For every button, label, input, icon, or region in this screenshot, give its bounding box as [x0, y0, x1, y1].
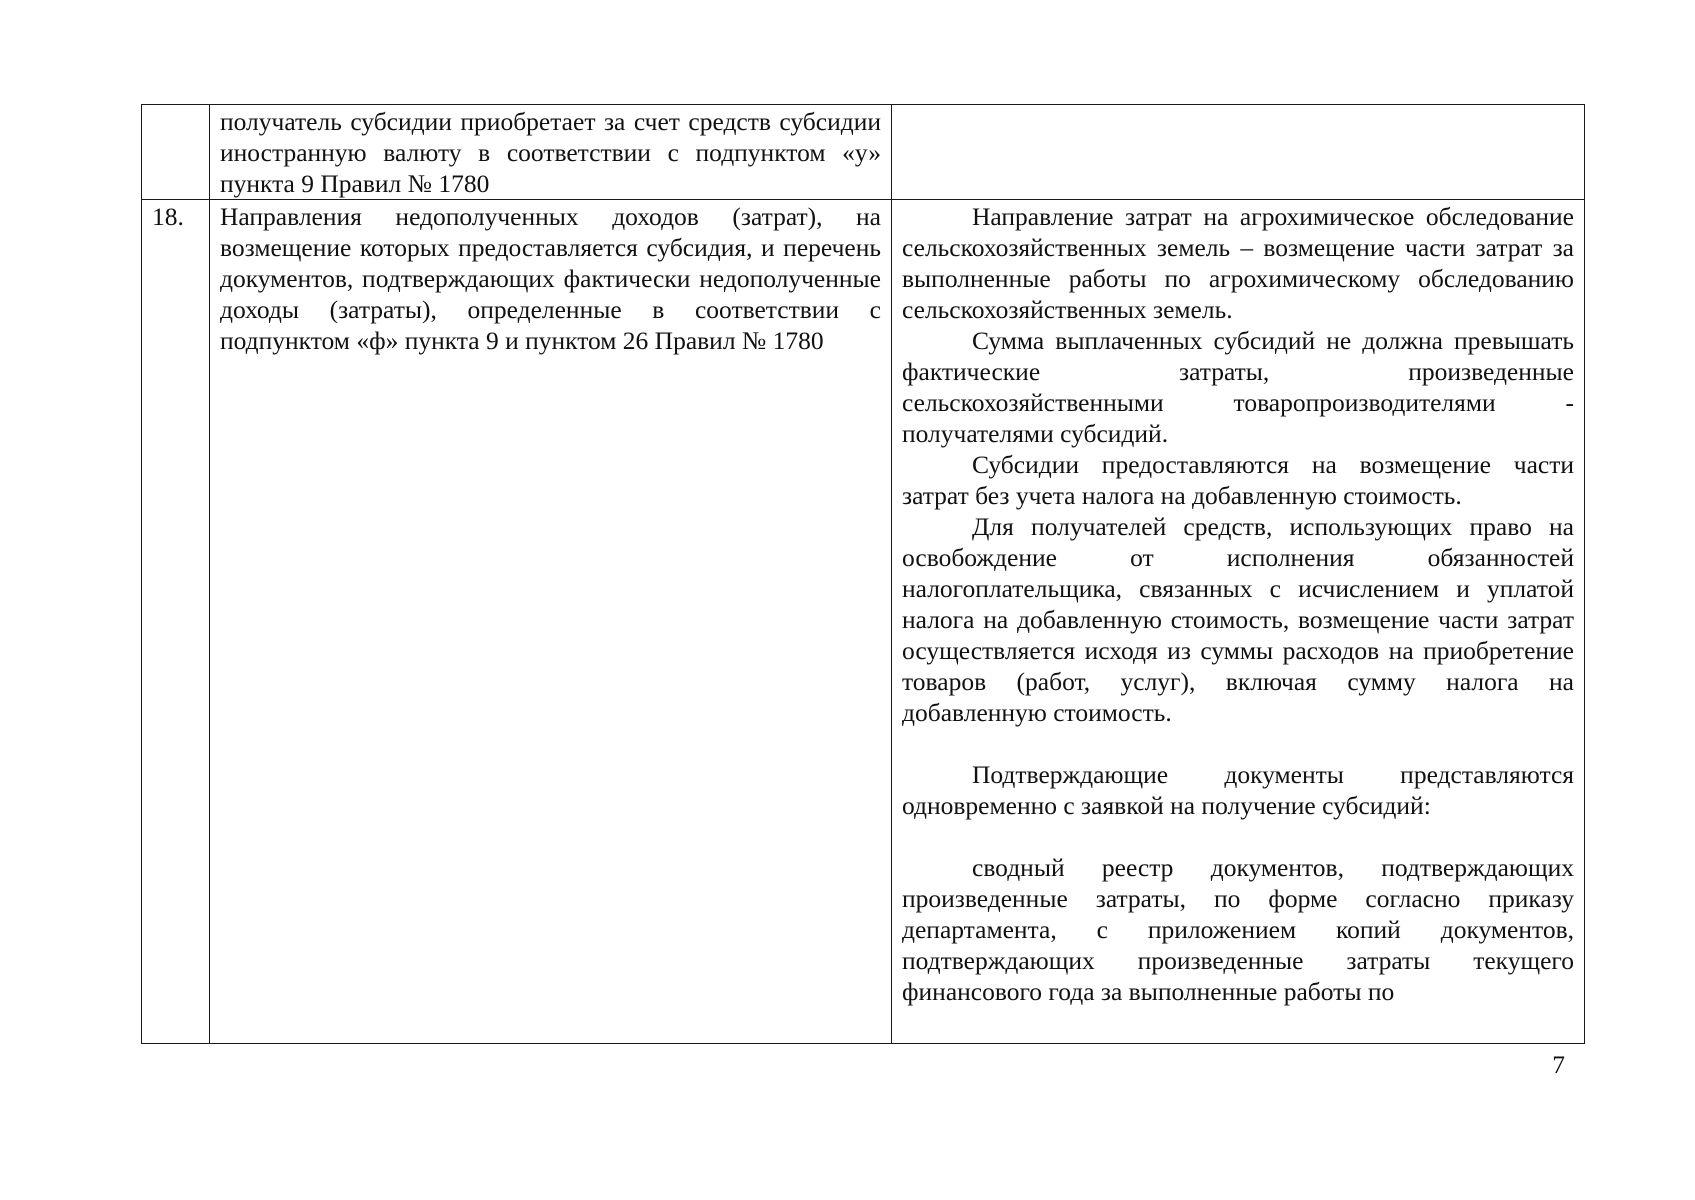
paragraph: Субсидии предоставляются на возмещение части затрат без учета налога на добавленную стоимость. — [902, 450, 1574, 510]
document-table — [141, 104, 1585, 1044]
row-content-cell — [892, 200, 1585, 1044]
row-description-cell: Направления недополученных доходов (затрат), на возмещение которых предоставляется субсидия, и перечень документов, подтверждающих фактически недополученные доходы (затраты), определенные в соответствии с подпунктом «ф» пункта 9 и пунктом 26 Правил № 1780 — [210, 200, 892, 1044]
content-paragraphs — [902, 201, 1574, 1043]
paragraph: Для получателей средств, использующих право на освобождение от исполнения обязанностей налогоплательщика, связанных с исчислением и уплатой налога на добавленную стоимость, возмещение части затрат осуществляется исходя из суммы расходов на приобретение товаров (работ, услуг), включая сумму налога на добавленную стоимость. — [902, 512, 1574, 727]
row-content-cell — [892, 105, 1585, 200]
paragraph-spacer — [902, 821, 1574, 852]
row-number-cell — [142, 105, 210, 200]
row-description-cell: получатель субсидии приобретает за счет средств субсидии иностранную валюту в соответствии с подпунктом «у» пункта 9 Правил № 1780 — [210, 105, 892, 200]
paragraph: Сумма выплаченных субсидий не должна превышать фактические затраты, произведенные сельскохозяйственными товаропроизводителями - получателями субсидий. — [902, 326, 1574, 448]
paragraph-spacer — [902, 728, 1574, 759]
table-row — [142, 200, 1585, 1044]
paragraph: Подтверждающие документы представляются одновременно с заявкой на получение субсидий: — [902, 760, 1574, 820]
row-number-cell: 18. — [142, 200, 210, 1044]
paragraph: сводный реестр документов, подтверждающих произведенные затраты, по форме согласно приказу департамента, с приложением копий документов, подтверждающих произведенные затраты текущего финансового года за выполненные работы по — [902, 853, 1574, 1006]
table-row — [142, 105, 1585, 200]
paragraph: Направление затрат на агрохимическое обследование сельскохозяйственных земель – возмещение части затрат за выполненные работы по агрохимическому обследованию сельскохозяйственных земель. — [902, 202, 1574, 324]
page-number: 7 — [1552, 1050, 1565, 1079]
